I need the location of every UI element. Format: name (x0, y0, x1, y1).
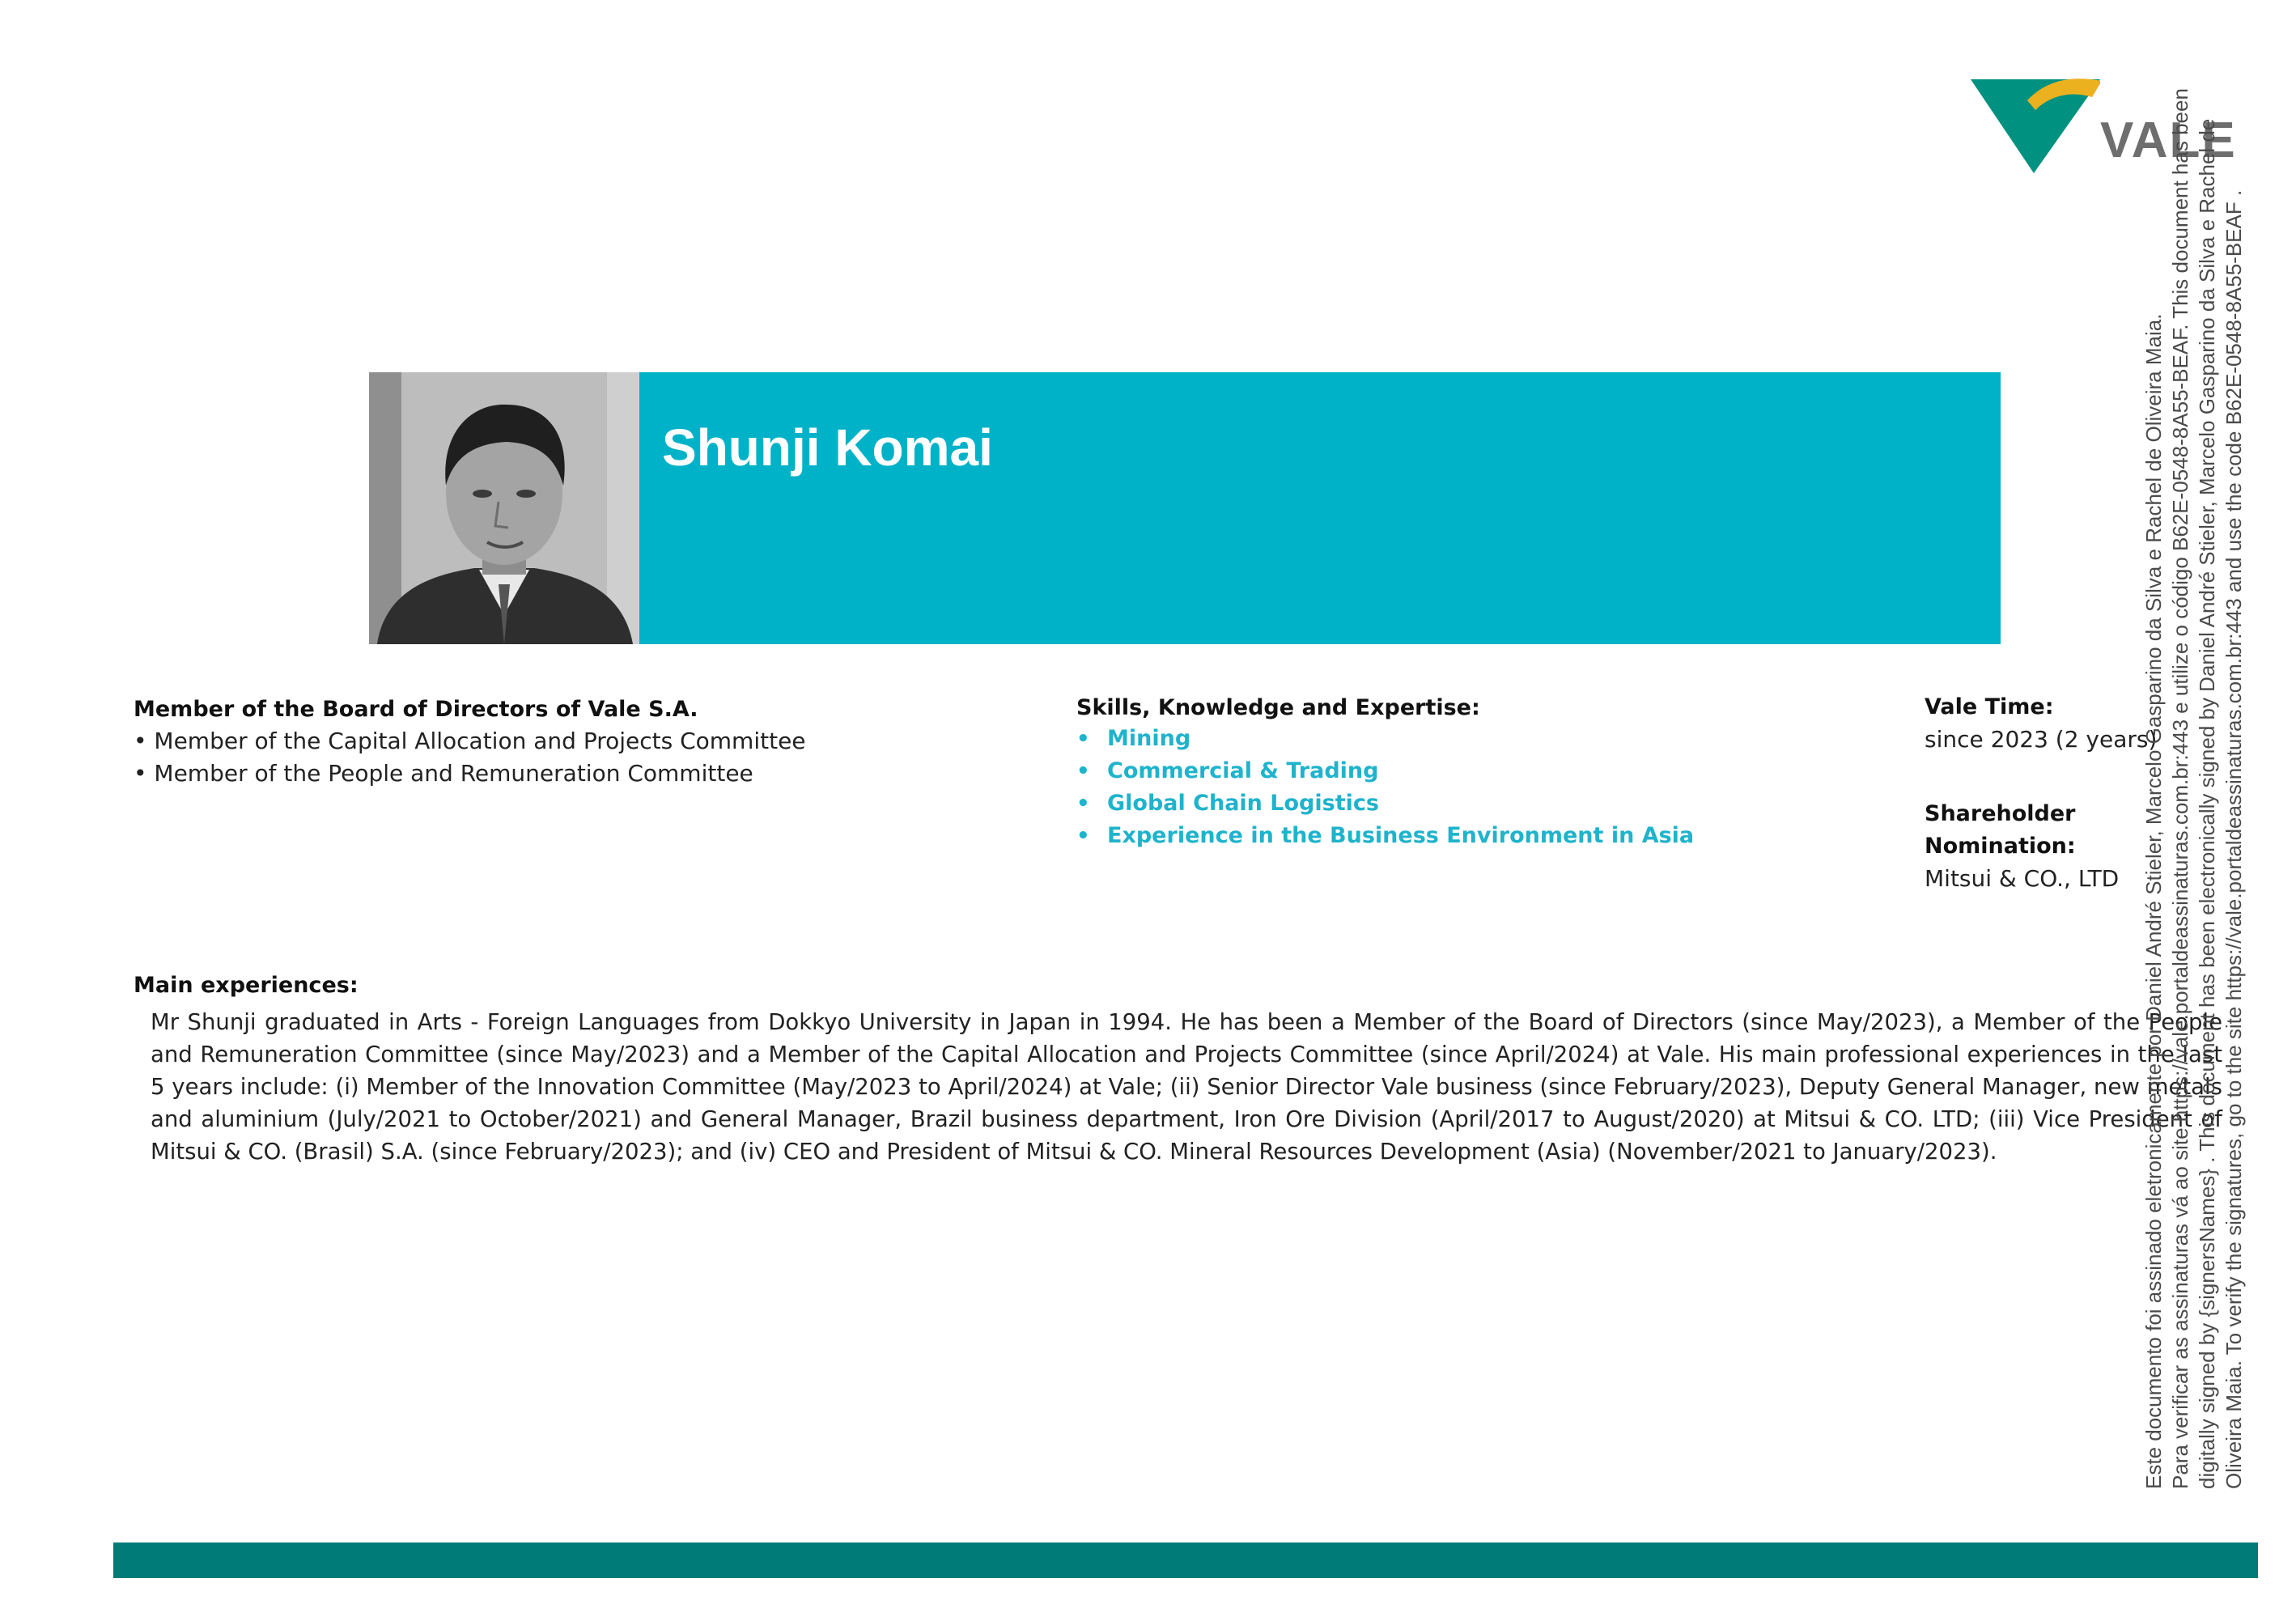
board-item-1: • Member of the Capital Allocation and Projects Committee (134, 728, 806, 754)
vale-logo-mark (1971, 73, 2100, 178)
skills-title: Skills, Knowledge and Expertise: (1076, 695, 1480, 720)
stamp-line: Oliveira Maia. To verify the signatures, go to the site https://vale.portaldeassinaturas.com.br:443 and use the code B62E-0548-8A55-BEAF . (2222, 189, 2246, 1489)
shareholder-value: Mitsui & CO., LTD (1925, 865, 2120, 892)
person-name: Shunji Komai (662, 418, 993, 477)
stamp-line: Para verificar as assinaturas vá ao site https://vale.portaldeassinaturas.com.br:443 e utilize o código B62E-0548-8A55-BEAF. This document has been (2168, 88, 2192, 1489)
shareholder-label: Shareholder (1925, 801, 2076, 826)
stamp-line: Este documento foi assinado eletronicamente por Daniel André Stieler, Marcelo Gasparino da Silva e Rachel de Oliveira Maia. (2141, 313, 2166, 1489)
skill-item: • Mining (1076, 726, 1191, 751)
skill-item: • Experience in the Business Environment in Asia (1076, 823, 1695, 848)
profile-banner (369, 372, 2001, 644)
stamp-line: digitally signed by {signersNames} . This document has been electronically signed by Daniel André Stieler, Marcelo Gasparino da Silva e Rachel de (2195, 118, 2219, 1489)
experiences-text: Mr Shunji graduated in Arts - Foreign Languages from Dokkyo University in Japan in 1994. He has been a Member of the Board of Directors (since May/2023), a Member of the People and Remuneration Committee (since May/2023) and a Member of the Capital Allocation and Projects Committee (since April/2024) at Vale. His main professional experiences in the last 5 years include: (i) Member of the Innovation Committee (May/2023 to April/2024) at Vale; (ii) Senior Director Vale business (since February/2023), Deputy General Manager, new metals and aluminium (July/2021 to October/2021) and General Manager, Brazil business department, Iron Ore Division (April/2017 to August/2020) at Mitsui & CO. LTD; (iii) Vice President of Mitsui & CO. (Brasil) S.A. (since February/2023); and (iv) CEO and President of Mitsui & CO. Mineral Resources Development (Asia) (November/2021 to January/2023). (151, 1009, 2222, 1165)
vale-time-value: since 2023 (2 years) (1925, 726, 2158, 753)
signature-stamp (2141, 8, 2247, 1489)
experiences-title: Main experiences: (134, 973, 359, 998)
vale-time-label: Vale Time: (1925, 694, 2054, 719)
board-title: Member of the Board of Directors of Vale S.A. (134, 697, 698, 722)
skill-item: • Commercial & Trading (1076, 758, 1379, 783)
skill-item: • Global Chain Logistics (1076, 791, 1379, 816)
nomination-label: Nomination: (1925, 834, 2076, 859)
board-item-2: • Member of the People and Remuneration Committee (134, 760, 753, 787)
skills-list (1076, 723, 1694, 852)
vale-logo-text: VALE (2100, 112, 2237, 168)
profile-photo (369, 372, 639, 644)
footer-bar (113, 1542, 2258, 1578)
